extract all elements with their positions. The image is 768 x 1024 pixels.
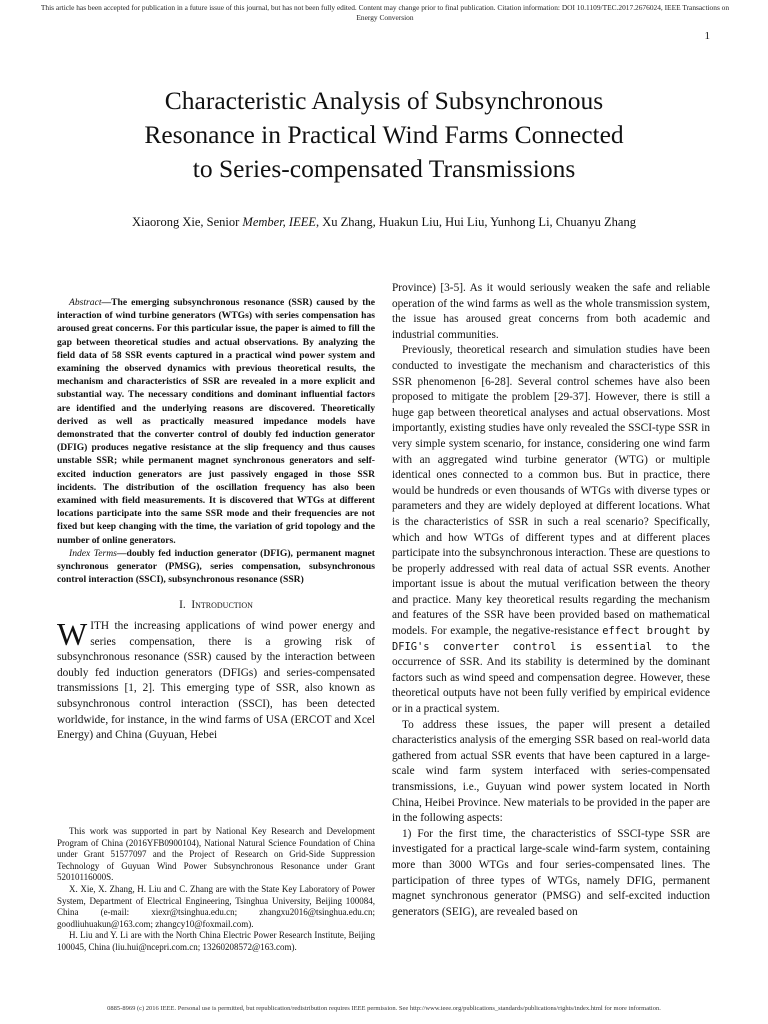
title-line-2: Resonance in Practical Wind Farms Connected	[144, 120, 624, 149]
abstract-text: —The emerging subsynchronous resonance (SSR) caused by the interaction of wind turbine generators (WTGs) with series compensation has aroused great concerns. For this particular issue, the paper is aimed to fill the gap between theoretical studies and actual observations. By analyzing the field data of 58 SSR events captured in a practical wind power system and examining the observed dynamics with previous theoretical results, the mechanism and characteristics of SSR are revealed in a more explicit and substantial way. The necessary conditions and dominant influential factors are identified and the underlying reasons are discovered. Theoretically derived as well as practically measured impedance models have demonstrated that the converter control of doubly fed induction generator (DFIG) produces negative resistance at the slip frequency and thus causes unstable SSR; while permanent magnet synchronous generators and self-excited induction generators are just passively engaged in those SSR incidents. The distribution of the oscillation frequency has also been examined with field measurements. It is discovered that WTGs at different locations participate into the same SSR mode and their frequencies are not fixed but keep changing with the time, the variation of grid topology and the number of online generators.	[57, 297, 375, 546]
journal-notice: This article has been accepted for publication in a future issue of this journal, but has not been fully edited. Content may change prior to final publication. Citation information: DOI 10.1109/TEC.2017.2676024, IEEE Transactions on Energy Conversion	[40, 3, 730, 22]
copyright-footer: 0885-8969 (c) 2016 IEEE. Personal use is permitted, but republication/redistribution requires IEEE permission. See http://www.ieee.org/publications_standards/publications/rights/index.html for more information.	[107, 1005, 661, 1012]
section-title: Introduction	[191, 599, 253, 612]
paper-title	[60, 84, 708, 186]
section-heading-introduction	[57, 598, 375, 614]
intro-text: ITH the increasing applications of wind power energy and series compensation, there is a growing risk of subsynchronous resonance (SSR) caused by the interaction between doubly fed induction generators (DFIGs) and series-compensated transmissions [1, 2]. This emerging type of SSR, also known as subsynchronous control interaction (SSCI), has been detected worldwide, for instance, in the wind farms of USA (ERCOT and Xcel Energy) and China (Guyuan, Hebei	[57, 620, 375, 742]
left-column	[57, 296, 375, 744]
index-terms	[57, 547, 375, 587]
right-paragraph-2	[392, 343, 710, 717]
authors-part3: , Xu Zhang, Huakun Liu, Hui Liu, Yunhong Li, Chuanyu Zhang	[316, 215, 636, 229]
right-paragraph-2c: occurrence of SSR. And its stability is determined by the dominant factors such as wind speed and compensation degree. However, these theoretical outputs have not been fully verified by empirical evidence or in a practical system.	[392, 656, 710, 716]
footnotes	[57, 826, 375, 954]
intro-paragraph	[57, 616, 375, 744]
title-line-1: Characteristic Analysis of Subsynchronous	[164, 86, 604, 115]
footnote-affiliation-2: H. Liu and Y. Li are with the North China Electric Power Research Institute, Beijing 100045, China (liu.hui@ncepri.com.cn; 13260208572@163.com).	[57, 930, 375, 952]
abstract	[57, 296, 375, 547]
index-terms-text: —doubly fed induction generator (DFIG), permanent magnet synchronous generator (PMSG), series compensation, subsynchronous control interaction (SSCI), subsynchronous resonance (SSR)	[57, 547, 375, 586]
footnote-affiliation-1: X. Xie, X. Zhang, H. Liu and C. Zhang are with the State Key Laboratory of Power System, Department of Electrical Engineering, Tsinghua University, Beijing 100084, China (e-mail: xiexr@tsinghua.edu.cn; zhangxu2016@tsinghua.edu.cn; goodliuhuakun@163.com; zhangcy10@foxmail.com).	[57, 883, 375, 929]
right-paragraph-3: To address these issues, the paper will present a detailed characteristics analysis of the emerging SSR based on real-world data gathered from actual SSR events that have been captured in a large-scale wind farm system interfaced with series-compensated transmissions, i.e., Guyuan wind power system located in North China, Heibei Province. New materials to be provided in the paper are in the following aspects:	[392, 718, 710, 825]
right-paragraph-2b: effect brought by DFIG's converter control is essential to the	[392, 625, 710, 653]
authors-membership: Member, IEEE	[242, 215, 316, 229]
right-paragraph-1: Province) [3-5]. As it would seriously weaken the safe and reliable operation of the wind farms as well as the whole transmission system, the issue has aroused great concerns from both academic and industrial communities.	[392, 282, 710, 341]
authors-part1: Xiaorong Xie, Senior	[132, 215, 243, 229]
index-terms-label: Index Terms	[69, 547, 117, 559]
page-number: 1	[704, 30, 710, 42]
right-column	[392, 281, 710, 920]
footnote-funding: This work was supported in part by National Key Research and Development Program of China (2016YFB0900104), National Natural Science Foundation of China under Grant 51577097 and the Project of Research on Grid-Side Suppression Technology of Guyuan Wind Power Subsynchronous Resonance under Grant 52010116000S.	[57, 826, 375, 883]
author-list	[80, 213, 688, 232]
title-line-3: to Series-compensated Transmissions	[192, 154, 576, 183]
abstract-label: Abstract	[69, 297, 102, 308]
drop-cap: W	[57, 616, 88, 653]
section-number: I.	[179, 599, 186, 612]
right-paragraph-2a: Previously, theoretical research and simulation studies have been conducted to investigate the mechanism and characteristics of this SSR phenomenon [6-28]. Several control schemes have also been proposed to mitigate the problem [29-37]. However, there is still a huge gap between theoretical analyses and actual observations. Most importantly, existing studies have only revealed the SSCI-type SSR in very simple system scenario, for instance, considering one wind farm with an aggregated wind turbine generator (WTG) or multiple identical ones connected to a common bus. But in practice, there would be hundreds or even thousands of WTGs with diverse types or parameters and they are widely deployed at different locations. What is the characteristics of SSR in such a real scenario? Specifically, which and how WTGs of different types and at different places participate into the subsynchronous interaction. These are questions to be properly addressed with real data of actual SSR events. Another important issue is about the mutual verification between the theory and practice. Many key theoretical results regarding the mechanism and features of the SSR have been provided based on mathematical models. For example, the negative-resistance	[392, 344, 710, 638]
right-paragraph-4: 1) For the first time, the characteristics of SSCI-type SSR are investigated for a practical large-scale wind-farm system, containing more than 3000 WTGs and four series-compensated lines. The participation of three types of WTGs, namely DFIG, permanent magnet synchronous generator (PMSG) and self-excited induction generators (SEIG), are revealed based on	[392, 827, 710, 918]
